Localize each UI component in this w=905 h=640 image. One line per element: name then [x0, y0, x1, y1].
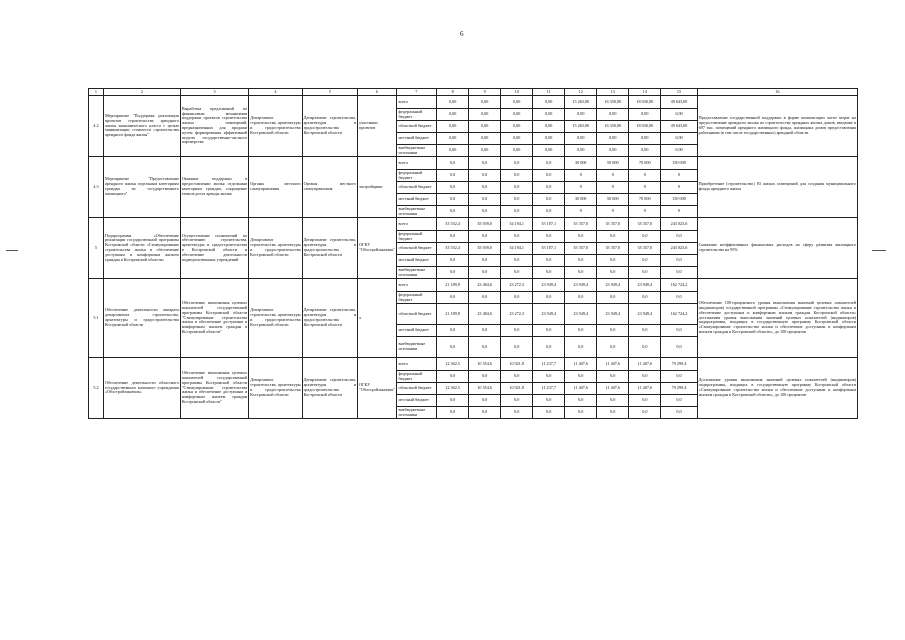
funding-value: 35 357,0: [565, 243, 597, 255]
funding-value: 0,00: [597, 145, 629, 157]
funding-value: 79 299,4: [661, 383, 697, 395]
ministry-cell: Департамент строительства, архитектуры и градостроительства Костромской области: [249, 279, 302, 358]
funding-value: 0,00: [437, 109, 469, 121]
col-number: 9: [469, 89, 501, 96]
funding-value: 0: [661, 170, 697, 182]
col-number: 4: [249, 89, 302, 96]
col-number: 3: [180, 89, 248, 96]
funding-value: 10 921,8: [501, 358, 533, 371]
measure-name: Обеспечение деятельности аппарата департамента строительства, архитектуры и градостроительства Костромской области: [103, 279, 180, 358]
funding-value: 11 407,6: [597, 383, 629, 395]
funding-value: 0,0: [533, 194, 565, 206]
funding-value: 0,00: [533, 145, 565, 157]
column-number-row: [89, 89, 858, 96]
funding-level: местный бюджет: [396, 325, 437, 337]
measure-name: Подпрограмма «Обеспечение реализации государственной программы Костромской области «Стимулирование строительства жилья и обеспечение доступным и комфортным жильем граждан в Костромской области»: [103, 218, 180, 279]
funding-value: 30 000: [565, 157, 597, 170]
funding-value: 0,0: [597, 325, 629, 337]
funding-value: 0,0: [437, 371, 469, 383]
funding-value: 0,0: [501, 267, 533, 279]
funding-value: 0,0: [501, 182, 533, 194]
funding-value: 0,0: [437, 182, 469, 194]
funding-value: 243 023,6: [661, 218, 697, 231]
executor-cell: Департамент строительства, архитектуры и градостроительства Костромской области: [302, 218, 358, 279]
expected-result: Обеспечение 100-процентного уровня выполнения значений целевых показателей (индикаторов) государственной программы «Стимулирование строительства жилья и обеспечение доступным и комфортным жильем граждан Костромской области» достижения уровня выполнения значений целевых показателей (индикаторов) подпрограммы, входящих в государственную программу Костромской области «Стимулирование строительства жилья и обеспечение доступным и комфортным жильем граждан в Костромской области», до 100 процентов: [697, 279, 857, 358]
funding-value: 23 484,6: [469, 304, 501, 325]
funding-value: 0,0: [501, 157, 533, 170]
funding-value: 11 237,7: [533, 383, 565, 395]
funding-value: 50 000: [597, 157, 629, 170]
funding-value: 0: [661, 206, 697, 218]
funding-value: 0,0: [565, 231, 597, 243]
funding-value: 11 407,6: [597, 358, 629, 371]
funding-value: 0: [597, 206, 629, 218]
funding-value: 0,0: [501, 255, 533, 267]
funding-value: 0,00: [501, 96, 533, 109]
funding-value: 0,0: [533, 292, 565, 304]
col-number: 13: [597, 89, 629, 96]
measure-description: Обеспечение выполнения целевых показателей государственной программы Костромской области "Стимулирование строительства жилья и обеспечение доступным и комфортным жильем граждан Костромской области": [180, 358, 248, 419]
funding-value: 33 552,4: [437, 218, 469, 231]
col-number: 8: [437, 89, 469, 96]
funding-value: 162 724,2: [661, 304, 697, 325]
funding-value: 0,0: [501, 371, 533, 383]
funding-value: 0,00: [661, 109, 697, 121]
funding-level: внебюджетные источники: [396, 267, 437, 279]
funding-level: федеральный бюджет: [396, 231, 437, 243]
funding-value: 0,0: [437, 407, 469, 419]
funding-level: федеральный бюджет: [396, 371, 437, 383]
funding-value: 0,0: [437, 206, 469, 218]
funding-level: областной бюджет: [396, 121, 437, 133]
funding-value: 0,00: [565, 133, 597, 145]
funding-value: 0,0: [533, 325, 565, 337]
ministry-cell: Департамент строительства, архитектуры и градостроительства Костромской области: [249, 218, 302, 279]
funding-value: 0,0: [533, 157, 565, 170]
funding-level: областной бюджет: [396, 383, 437, 395]
funding-value: 0,0: [629, 395, 661, 407]
funding-value: 30 000: [565, 194, 597, 206]
funding-value: 23 949,4: [629, 304, 661, 325]
funding-value: 0,0: [565, 292, 597, 304]
funding-value: 23 272,3: [501, 304, 533, 325]
funding-value: 34 194,1: [501, 218, 533, 231]
expected-result: Снижение неэффективных финансовых расходов на сферу развития жилищного строительства на 95%: [697, 218, 857, 279]
funding-level: федеральный бюджет: [396, 109, 437, 121]
funding-value: 0,00: [597, 133, 629, 145]
funding-value: 0: [629, 170, 661, 182]
ministry-cell: Органы местного самоуправления: [249, 157, 302, 218]
funding-level: областной бюджет: [396, 182, 437, 194]
funding-value: 0,0: [437, 292, 469, 304]
funding-value: 0,0: [597, 371, 629, 383]
funding-value: 0,0: [469, 337, 501, 358]
funding-value: 0: [565, 170, 597, 182]
funding-value: 0,00: [437, 133, 469, 145]
funding-value: 0,00: [629, 145, 661, 157]
funding-value: 0,0: [533, 267, 565, 279]
funding-value: 243 023,6: [661, 243, 697, 255]
funding-value: 0,00: [437, 96, 469, 109]
funding-value: 0: [597, 182, 629, 194]
funding-value: 0,0: [661, 255, 697, 267]
funding-value: 0,0: [501, 337, 533, 358]
funding-value: 0,0: [629, 325, 661, 337]
funding-value: 0,0: [533, 170, 565, 182]
funding-value: 0,0: [501, 407, 533, 419]
funding-value: 11 237,7: [533, 358, 565, 371]
funding-value: 0,0: [661, 292, 697, 304]
col-number: 1: [89, 89, 104, 96]
funding-value: 150 000: [661, 157, 697, 170]
funding-value: 0,0: [661, 325, 697, 337]
funding-value: 0,0: [597, 267, 629, 279]
row-index: 4.3: [89, 157, 104, 218]
col-number: 15: [661, 89, 697, 96]
funding-level: областной бюджет: [396, 304, 437, 325]
expected-result: Достижение уровня выполнения значений целевых показателей (индикаторов) подпрограммы, входящих в государственную программу Костромской области «Стимулирование строительства жилья и обеспечение доступным и комфортным жильем граждан в Костромской области», до 100 процентов: [697, 358, 857, 419]
margin-mark: [872, 250, 886, 251]
funding-value: 0,0: [629, 255, 661, 267]
funding-value: 10 554,6: [469, 358, 501, 371]
funding-value: 0,0: [501, 170, 533, 182]
col-number: 10: [501, 89, 533, 96]
funding-value: 0,0: [533, 206, 565, 218]
funding-value: 0,0: [469, 407, 501, 419]
funding-value: 0,0: [469, 371, 501, 383]
table-row: [89, 157, 858, 170]
funding-value: 0,0: [437, 325, 469, 337]
funding-value: 0,00: [661, 145, 697, 157]
funding-level: всего: [396, 157, 437, 170]
funding-level: внебюджетные источники: [396, 145, 437, 157]
funding-value: 0,0: [533, 395, 565, 407]
funding-level: всего: [396, 218, 437, 231]
funding-value: 35 357,0: [597, 218, 629, 231]
funding-value: 150 000: [661, 194, 697, 206]
funding-value: 162 724,2: [661, 279, 697, 292]
funding-value: 16 350,00: [597, 121, 629, 133]
funding-value: 0,0: [533, 371, 565, 383]
funding-value: 0,0: [661, 267, 697, 279]
participant-cell: х: [358, 279, 396, 358]
funding-value: 35 357,0: [597, 243, 629, 255]
funding-value: 35 187,1: [533, 243, 565, 255]
measure-name: Мероприятие "Предоставление арендного жилья отдельным категориям граждан из государственного жилищного": [103, 157, 180, 218]
measure-description: Осуществление полномочий по обеспечению строительства, архитектуры и градостроительства в Костромской области и обеспечение деятельности подведомственных учреждений: [180, 218, 248, 279]
funding-value: 0,0: [661, 337, 697, 358]
funding-value: 0,0: [533, 255, 565, 267]
participant-cell: ОГКУ "Облстройзаказчик": [358, 358, 396, 419]
col-number: 14: [629, 89, 661, 96]
funding-value: 23 949,4: [629, 279, 661, 292]
funding-value: 0,0: [533, 231, 565, 243]
funding-level: местный бюджет: [396, 194, 437, 206]
measure-name: Обеспечение деятельности областного государственного казенного учреждения «Облстройзаказчик»: [103, 358, 180, 419]
funding-value: 0: [565, 182, 597, 194]
funding-value: 11 407,6: [629, 358, 661, 371]
funding-value: 11 407,6: [629, 383, 661, 395]
funding-value: 0: [597, 170, 629, 182]
funding-value: 21 189,9: [437, 279, 469, 292]
funding-value: 0,0: [565, 371, 597, 383]
funding-value: 0,0: [501, 231, 533, 243]
funding-value: 0,00: [533, 96, 565, 109]
funding-value: 23 272,3: [501, 279, 533, 292]
margin-mark: [6, 250, 18, 251]
measure-description: Оказание поддержки в предоставлении жилья отдельным категориям граждан, сокращение темпов роста аренды жилья: [180, 157, 248, 218]
ministry-cell: Департамент строительства, архитектуры и градостроительства Костромской области: [249, 358, 302, 419]
funding-value: 0,0: [565, 325, 597, 337]
row-index: 5.1: [89, 279, 104, 358]
funding-value: 0,00: [469, 145, 501, 157]
expected-result: Приобретение (строительство) 83 жилых помещений для создания муниципального фонда арендного жилья: [697, 157, 857, 218]
funding-value: 49 643,00: [661, 96, 697, 109]
funding-value: 23 484,6: [469, 279, 501, 292]
funding-value: 35 039,0: [469, 243, 501, 255]
funding-value: 34 194,1: [501, 243, 533, 255]
funding-level: местный бюджет: [396, 395, 437, 407]
funding-value: 15 263,00: [565, 121, 597, 133]
funding-value: 70 000: [629, 194, 661, 206]
funding-value: 0,00: [533, 109, 565, 121]
funding-value: 0: [661, 182, 697, 194]
funding-value: 0,0: [501, 395, 533, 407]
funding-value: 23 949,4: [565, 304, 597, 325]
row-index: 5.2: [89, 358, 104, 419]
page-number: 6: [460, 30, 464, 38]
table-row: [89, 279, 858, 292]
funding-value: 12 362,5: [437, 383, 469, 395]
program-table: [88, 88, 858, 419]
funding-value: 0,00: [629, 133, 661, 145]
funding-value: 0,0: [565, 407, 597, 419]
funding-value: 0,00: [469, 121, 501, 133]
funding-value: 15 263,00: [565, 96, 597, 109]
measure-description: Обеспечение выполнения целевых показателей государственной программы Костромской области "Стимулирование строительства жилья и обеспечение доступным и комфортным жильем граждан в Костромской области": [180, 279, 248, 358]
funding-value: 10 921,8: [501, 383, 533, 395]
funding-value: 0: [565, 206, 597, 218]
funding-value: 0,00: [469, 109, 501, 121]
funding-value: 23 949,4: [565, 279, 597, 292]
funding-value: 0,0: [629, 267, 661, 279]
funding-value: 0,0: [629, 292, 661, 304]
funding-level: внебюджетные источники: [396, 206, 437, 218]
funding-value: 0,00: [469, 96, 501, 109]
funding-value: 35 357,0: [565, 218, 597, 231]
ministry-cell: Департамент строительства, архитектуры и градостроительства Костромской области: [249, 96, 302, 157]
funding-value: 0,00: [661, 133, 697, 145]
funding-value: 0,00: [597, 109, 629, 121]
funding-value: 0,0: [501, 325, 533, 337]
funding-level: всего: [396, 96, 437, 109]
funding-value: 0,0: [597, 337, 629, 358]
funding-value: 0,0: [565, 267, 597, 279]
funding-value: 0,0: [661, 371, 697, 383]
funding-value: 0,0: [469, 325, 501, 337]
funding-value: 23 949,4: [533, 279, 565, 292]
col-number: 6: [358, 89, 396, 96]
funding-value: 0,0: [437, 337, 469, 358]
funding-value: 0,00: [533, 133, 565, 145]
col-number: 11: [533, 89, 565, 96]
col-number: 5: [302, 89, 358, 96]
participant-cell: участники проектов: [358, 96, 396, 157]
funding-value: 0,00: [501, 133, 533, 145]
funding-value: 0,0: [501, 292, 533, 304]
funding-value: 0,0: [565, 337, 597, 358]
col-number: 7: [396, 89, 437, 96]
measure-description: Выработка предложений по финансовым механизмам поддержки проектов строительства жилых помещений, предназначенных для продажи путем формирования эффективной модели государственно-частного партнерства: [180, 96, 248, 157]
funding-value: 0,0: [501, 206, 533, 218]
funding-value: 0,0: [533, 407, 565, 419]
funding-value: 0,0: [469, 157, 501, 170]
funding-value: 0,0: [469, 292, 501, 304]
funding-value: 0,0: [629, 371, 661, 383]
funding-value: 0,0: [565, 395, 597, 407]
funding-value: 0,0: [437, 267, 469, 279]
executor-cell: Органы местного самоуправления: [302, 157, 358, 218]
funding-value: 0: [629, 182, 661, 194]
funding-value: 10 554,6: [469, 383, 501, 395]
funding-value: 0,0: [565, 255, 597, 267]
funding-value: 23 949,4: [597, 304, 629, 325]
funding-value: 0,00: [533, 121, 565, 133]
funding-value: 0,0: [469, 395, 501, 407]
funding-level: федеральный бюджет: [396, 292, 437, 304]
funding-value: 11 407,6: [565, 383, 597, 395]
funding-value: 35 357,0: [629, 218, 661, 231]
funding-value: 21 189,9: [437, 304, 469, 325]
funding-value: 0,0: [629, 407, 661, 419]
funding-value: 0,00: [501, 145, 533, 157]
col-number: 2: [103, 89, 180, 96]
executor-cell: Департамент строительства, архитектуры и градостроительства Костромской области: [302, 96, 358, 157]
funding-value: 0,0: [661, 231, 697, 243]
funding-value: 0,0: [437, 157, 469, 170]
funding-value: 23 949,4: [533, 304, 565, 325]
col-number: 16: [697, 89, 857, 96]
funding-value: 49 643,00: [661, 121, 697, 133]
funding-value: 18 030,00: [629, 121, 661, 133]
funding-level: местный бюджет: [396, 255, 437, 267]
funding-value: 35 039,0: [469, 218, 501, 231]
funding-value: 0,0: [597, 292, 629, 304]
measure-name: Мероприятие "Поддержка реализации проектов строительства арендного жилья экономического класса с целью минимизации стоимости строительства арендного фонда жилья": [103, 96, 180, 157]
funding-value: 11 407,6: [565, 358, 597, 371]
funding-value: 0,0: [469, 194, 501, 206]
funding-value: 0,00: [437, 121, 469, 133]
executor-cell: Департамент строительства, архитектуры и градостроительства Костромской области: [302, 358, 358, 419]
funding-value: 0,00: [501, 109, 533, 121]
funding-level: местный бюджет: [396, 133, 437, 145]
funding-value: 79 299,4: [661, 358, 697, 371]
funding-value: 0,0: [469, 182, 501, 194]
participant-cell: ОГКУ "Облстройзаказчик": [358, 218, 396, 279]
funding-level: внебюджетные источники: [396, 407, 437, 419]
table-row: [89, 358, 858, 371]
funding-value: 0: [629, 206, 661, 218]
funding-value: 35 187,1: [533, 218, 565, 231]
funding-value: 23 949,4: [597, 279, 629, 292]
funding-value: 0,00: [565, 145, 597, 157]
executor-cell: Департамент строительства, архитектуры и градостроительства Костромской области: [302, 279, 358, 358]
funding-value: 12 362,5: [437, 358, 469, 371]
funding-value: 0,0: [661, 407, 697, 419]
funding-value: 0,0: [437, 255, 469, 267]
funding-value: 16 350,00: [597, 96, 629, 109]
funding-value: 0,0: [437, 231, 469, 243]
funding-value: 70 000: [629, 157, 661, 170]
funding-value: 0,0: [597, 395, 629, 407]
funding-value: 0,0: [597, 231, 629, 243]
funding-level: всего: [396, 279, 437, 292]
row-index: 5: [89, 218, 104, 279]
expected-result: Предоставление государственной поддержки в форме компенсации части затрат на предоставление арендного жилья по строительству арендных жилых домов, введение в 697 тыс. помещений арендного жилищного фонда, жилищных домов предоставления работникам (в том числе государственных) арендной области: [697, 96, 857, 157]
col-number: 12: [565, 89, 597, 96]
funding-value: 0,00: [469, 133, 501, 145]
funding-value: 0,00: [629, 109, 661, 121]
funding-value: 0,0: [533, 337, 565, 358]
funding-value: 0,00: [437, 145, 469, 157]
funding-value: 0,0: [629, 337, 661, 358]
funding-value: 0,0: [437, 194, 469, 206]
funding-value: 35 357,0: [629, 243, 661, 255]
funding-value: 18 030,00: [629, 96, 661, 109]
funding-value: 0,0: [597, 255, 629, 267]
participant-cell: застройщики: [358, 157, 396, 218]
funding-level: областной бюджет: [396, 243, 437, 255]
funding-value: 0,0: [469, 267, 501, 279]
funding-value: 0,0: [437, 170, 469, 182]
row-index: 4.2: [89, 96, 104, 157]
funding-level: федеральный бюджет: [396, 170, 437, 182]
funding-value: 0,0: [501, 194, 533, 206]
funding-value: 0,00: [565, 109, 597, 121]
funding-value: 0,0: [661, 395, 697, 407]
funding-value: 0,0: [469, 206, 501, 218]
funding-value: 0,0: [469, 231, 501, 243]
funding-value: 0,0: [597, 407, 629, 419]
funding-value: 0,00: [501, 121, 533, 133]
table-row: [89, 218, 858, 231]
funding-level: внебюджетные источники: [396, 337, 437, 358]
funding-value: 0,0: [533, 182, 565, 194]
funding-value: 0,0: [437, 395, 469, 407]
table-row: [89, 96, 858, 109]
funding-value: 33 552,4: [437, 243, 469, 255]
funding-value: 50 000: [597, 194, 629, 206]
funding-value: 0,0: [469, 170, 501, 182]
funding-value: 0,0: [469, 255, 501, 267]
funding-level: всего: [396, 358, 437, 371]
funding-value: 0,0: [629, 231, 661, 243]
